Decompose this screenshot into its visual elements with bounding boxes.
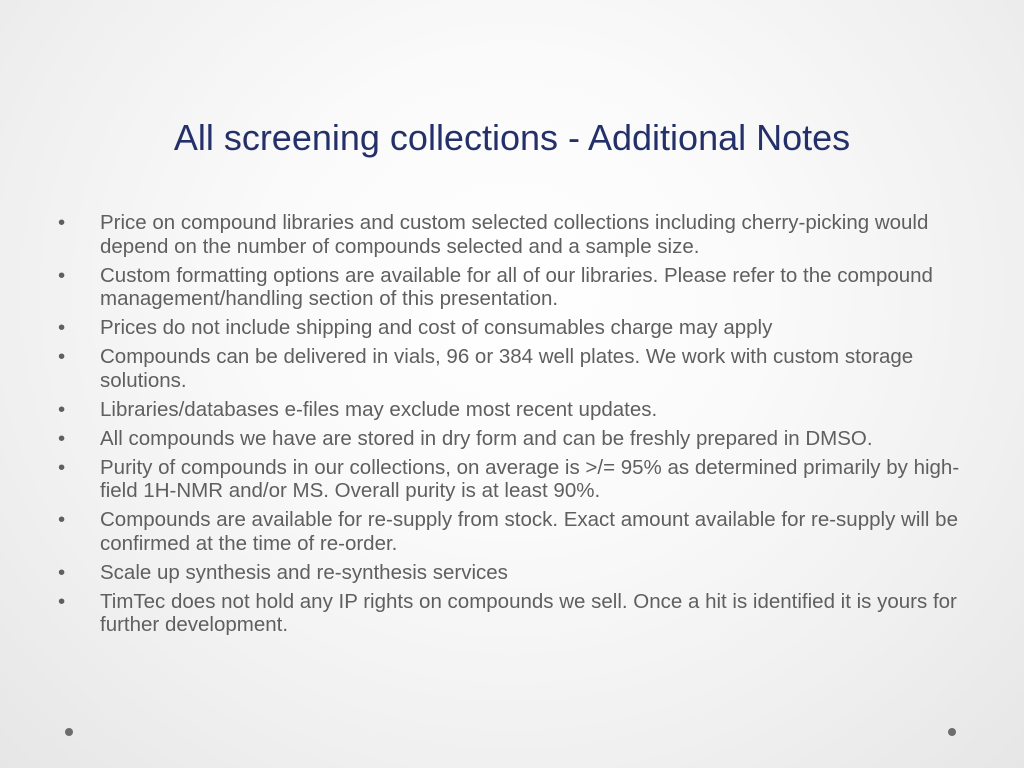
bullet-item bbox=[58, 590, 978, 637]
bullet-marker: • bbox=[58, 211, 66, 234]
bullet-marker: • bbox=[58, 426, 66, 450]
bullet-item bbox=[58, 211, 978, 258]
bullet-text: TimTec does not hold any IP rights on compounds we sell. Once a hit is identified it is yours for further development. bbox=[100, 589, 957, 636]
bullet-text: Price on compound libraries and custom selected collections including cherry-picking would depend on the number of compounds selected and a sample size. bbox=[100, 211, 929, 258]
bullet-item bbox=[58, 508, 978, 555]
bullet-item bbox=[58, 398, 978, 422]
bullet-list bbox=[58, 211, 978, 642]
decorative-dot-right bbox=[948, 728, 956, 736]
bullet-marker: • bbox=[58, 345, 66, 368]
bullet-item bbox=[58, 561, 978, 585]
bullet-text: Scale up synthesis and re-synthesis services bbox=[100, 560, 508, 584]
decorative-dot-left bbox=[65, 728, 73, 736]
bullet-item bbox=[58, 456, 978, 503]
bullet-marker: • bbox=[58, 316, 66, 339]
bullet-item bbox=[58, 264, 978, 311]
slide-title: All screening collections - Additional Notes bbox=[173, 117, 851, 158]
bullet-marker: • bbox=[58, 589, 66, 613]
bullet-item bbox=[58, 427, 978, 451]
bullet-text: Compounds can be delivered in vials, 96 or 384 well plates. We work with custom storage solutions. bbox=[100, 345, 914, 392]
bullet-marker: • bbox=[58, 397, 66, 421]
bullet-marker: • bbox=[58, 508, 66, 531]
bullet-text: Libraries/databases e-files may exclude most recent updates. bbox=[100, 397, 658, 421]
bullet-item bbox=[58, 345, 978, 392]
bullet-text: Prices do not include shipping and cost of consumables charge may apply bbox=[100, 316, 773, 339]
bullet-text: Compounds are available for re-supply from stock. Exact amount available for re-supply will be confirmed at the time of re-order. bbox=[100, 508, 958, 555]
bullet-marker: • bbox=[58, 560, 66, 584]
bullet-item bbox=[58, 316, 978, 340]
bullet-text: All compounds we have are stored in dry form and can be freshly prepared in DMSO. bbox=[100, 426, 873, 450]
bullet-marker: • bbox=[58, 263, 66, 287]
bullet-marker: • bbox=[58, 455, 66, 479]
bullet-text: Custom formatting options are available for all of our libraries. Please refer to the compound management/handling section of this presentation. bbox=[100, 263, 933, 310]
bullet-text: Purity of compounds in our collections, on average is >/= 95% as determined primarily by high-field 1H-NMR and/or MS. Overall purity is at least 90%. bbox=[100, 455, 960, 502]
